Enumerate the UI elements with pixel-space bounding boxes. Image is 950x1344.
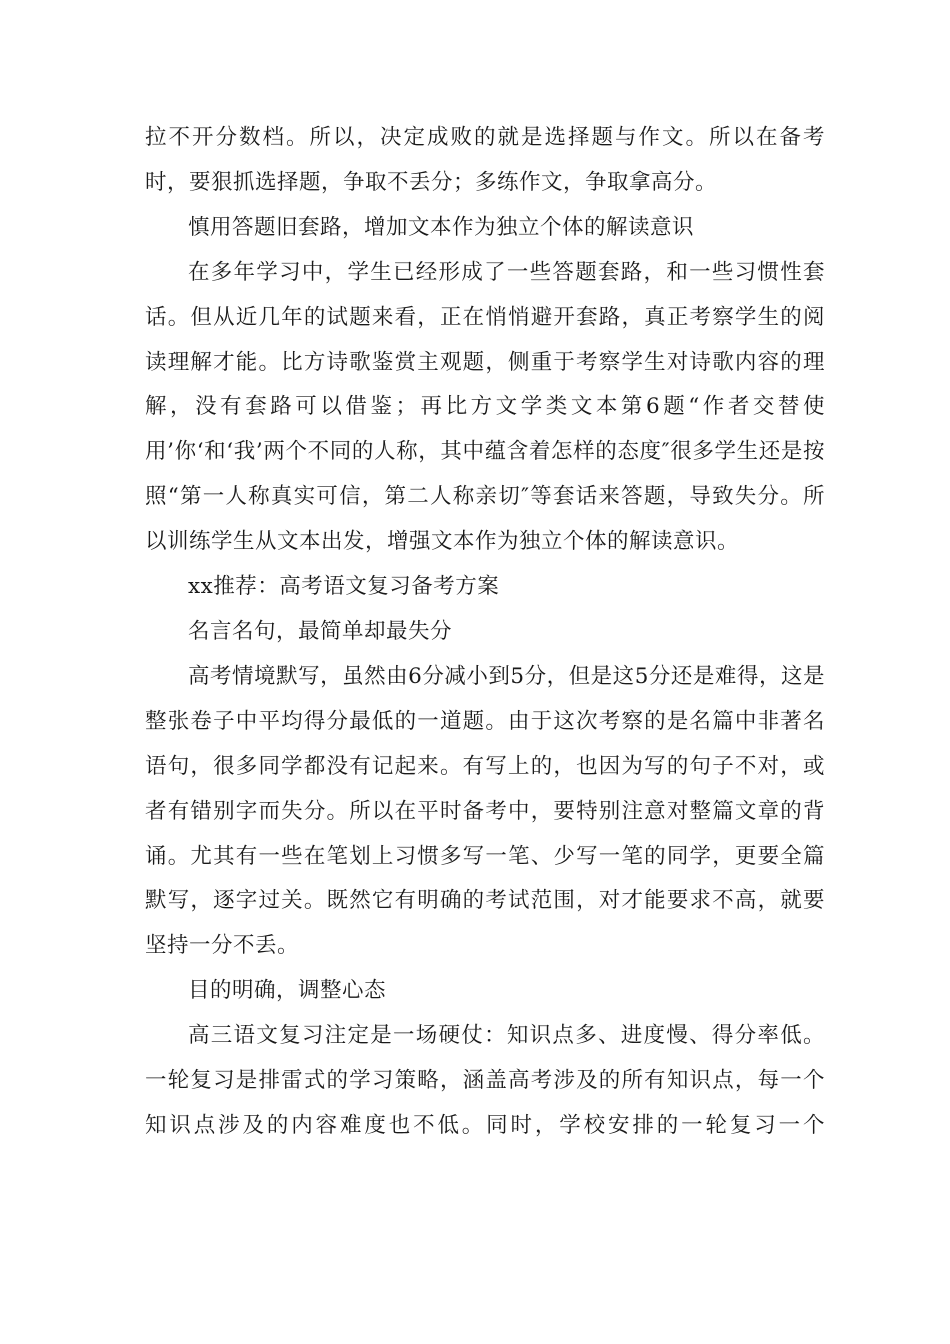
section-heading-famous-quotes: 名言名句，最简单却最失分: [188, 618, 453, 644]
section-heading-mindset: 目的明确，调整心态: [188, 978, 387, 1004]
paragraph-mindset: 高三语文复习注定是一场硬仗：知识点多、进度慢、得分率低。一轮复习是排雷式的学习策略，涵盖高考涉及的所有知识点，每一个知识点涉及的内容难度也不低。同时，学校安排的一轮复习一个: [145, 1023, 825, 1138]
document-body: [145, 116, 825, 1149]
recommendation-line: xx推荐：高考语文复习备考方案: [188, 574, 500, 600]
paragraph-famous-quotes: 高考情境默写，虽然由6分减小到5分，但是这5分还是难得，这是整张卷子中平均得分最低的一道题。由于这次考察的是名篇中非著名语句，很多同学都没有记起来。有写上的，也因为写的句子不对，或者有错别字而失分。所以在平时备考中，要特别注意对整篇文章的背诵。尤其有一些在笔划上习惯多写一笔、少写一笔的同学，更要全篇默写，逐字过关。既然它有明确的考试范围，对才能要求不高，就要坚持一分不丢。: [145, 663, 825, 959]
section-heading-answer-routines: 慎用答题旧套路，增加文本作为独立个体的解读意识: [188, 214, 695, 240]
paragraph-answer-routines: 在多年学习中，学生已经形成了一些答题套路，和一些习惯性套话。但从近几年的试题来看，正在悄悄避开套路，真正考察学生的阅读理解才能。比方诗歌鉴赏主观题，侧重于考察学生对诗歌内容的理解，没有套路可以借鉴；再比方文学类文本第6题“作者交替使用’你‘和‘我’两个不同的人称，其中蕴含着怎样的态度″很多学生还是按照“第一人称真实可信，第二人称亲切″等套话来答题，导致失分。所以训练学生从文本出发，增强文本作为独立个体的解读意识。: [145, 259, 825, 555]
paragraph-continuation: 拉不开分数档。所以，决定成败的就是选择题与作文。所以在备考时，要狠抓选择题，争取不丢分；多练作文，争取拿高分。: [145, 125, 825, 195]
